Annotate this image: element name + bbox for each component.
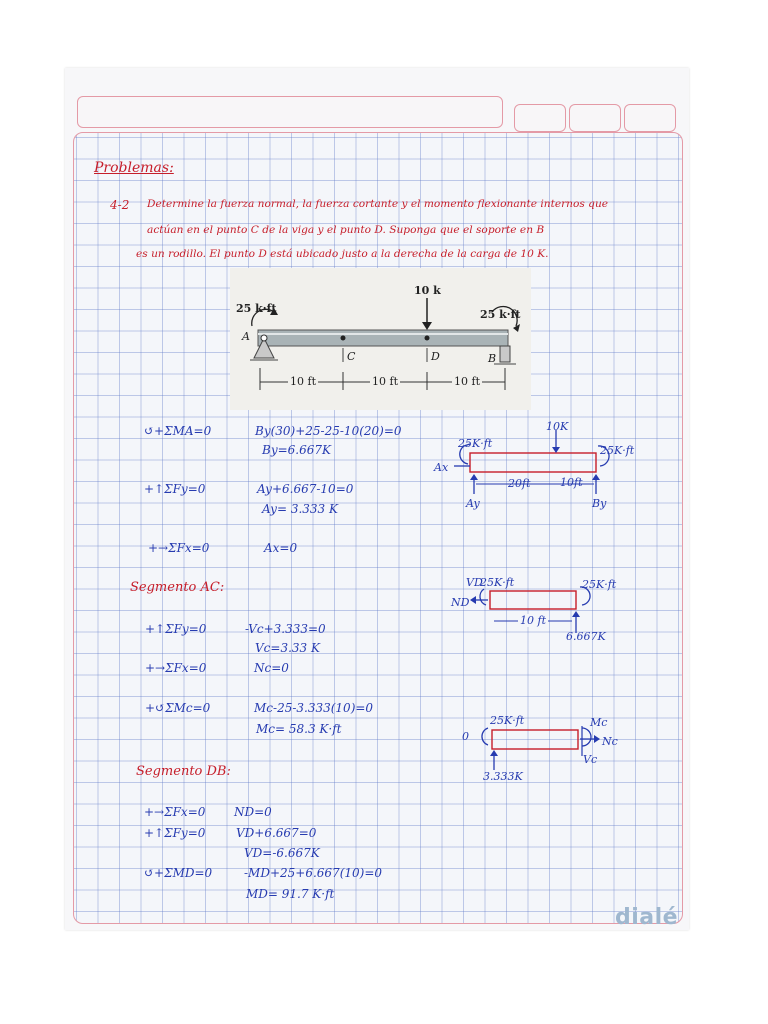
fbd2-zero: 0: [462, 730, 469, 743]
seg-db-eq1-line1: ND=0: [234, 805, 272, 819]
seg-db-eq2-line2: VD=-6.667K: [244, 846, 320, 860]
segment-db-title: Segmento DB:: [136, 764, 231, 779]
segment-ac-title: Segmento AC:: [130, 580, 225, 595]
seg-db-eq2-label: +↑ΣFy=0: [144, 826, 206, 840]
fbd1-m-left: 25K·ft: [480, 576, 515, 589]
seg-ac-eq1-line2: Vc=3.33 K: [255, 641, 320, 655]
eq-moment-a-line2: By=6.667K: [262, 443, 331, 457]
problem-number: 4-2: [110, 198, 130, 212]
fig-span-3: 10 ft: [454, 375, 480, 388]
fig-point-b: B: [488, 352, 497, 365]
seg-db-eq1-label: +→ΣFx=0: [144, 805, 206, 819]
page-heading: Problemas:: [94, 160, 174, 176]
fig-load-label: 10 k: [414, 284, 441, 297]
fbd-main-d2: 10ft: [560, 476, 583, 489]
statement-line-3: es un rodillo. El punto D está ubicado justo a la derecha de la carga de 10 K.: [136, 248, 549, 260]
eq-moment-a-line1: By(30)+25-25-10(20)=0: [255, 424, 402, 438]
seg-db-eq2-line1: VD+6.667=0: [236, 826, 317, 840]
header-title-box: [77, 96, 503, 128]
seg-ac-eq1-line1: -Vc+3.333=0: [245, 622, 326, 636]
fbd-main-m-right: 25K·ft: [600, 444, 635, 457]
eq-fx-line1: Ax=0: [264, 541, 298, 555]
fig-point-d: D: [431, 350, 440, 363]
eq-moment-a-label: ↺+ΣMA=0: [144, 424, 212, 438]
beam-figure: [230, 268, 531, 410]
fig-moment-left: 25 k·ft: [236, 302, 277, 315]
header-box-1: [514, 104, 566, 132]
fbd1-dist: 10 ft: [520, 614, 546, 627]
fbd1-m-right: 25K·ft: [582, 578, 617, 591]
fbd-main-load: 10K: [546, 420, 569, 433]
fbd1-vd: VD: [466, 576, 483, 589]
fbd-main-by: By: [592, 497, 607, 510]
eq-fy-line1: Ay+6.667-10=0: [257, 482, 354, 496]
header-box-2: [569, 104, 621, 132]
fbd2-mc: Mc: [590, 716, 608, 729]
seg-db-eq3-label: ↺+ΣMD=0: [144, 866, 213, 880]
fbd1-force: 6.667K: [566, 630, 606, 643]
fbd2-nc: Nc: [602, 735, 618, 748]
fbd-main-ax: Ax: [434, 461, 449, 474]
eq-fy-line2: Ay= 3.333 K: [262, 502, 338, 516]
eq-fx-label: +→ΣFx=0: [148, 541, 210, 555]
eq-fy-label: +↑ΣFy=0: [144, 482, 206, 496]
fig-span-2: 10 ft: [372, 375, 398, 388]
fbd-main-ay: Ay: [466, 497, 480, 510]
header-box-3: [624, 104, 676, 132]
fbd1-nd: ND: [451, 596, 470, 609]
fig-point-c: C: [347, 350, 356, 363]
fbd2-m-left: 25K·ft: [490, 714, 525, 727]
fbd2-vc: Vc: [583, 753, 598, 766]
seg-ac-eq3-line2: Mc= 58.3 K·ft: [256, 722, 342, 736]
fbd-main-m-left: 25K·ft: [458, 437, 493, 450]
fig-span-1: 10 ft: [290, 375, 316, 388]
seg-ac-eq1-label: +↑ΣFy=0: [145, 622, 207, 636]
statement-line-1: Determine la fuerza normal, la fuerza cortante y el momento flexionante internos que: [147, 198, 609, 210]
watermark-logo: dialé: [615, 905, 679, 930]
seg-ac-eq3-label: +↺ΣMc=0: [145, 701, 211, 715]
fig-point-a: A: [242, 330, 250, 343]
fbd2-force: 3.333K: [483, 770, 523, 783]
seg-db-eq3-line1: -MD+25+6.667(10)=0: [244, 866, 383, 880]
statement-line-2: actúan en el punto C de la viga y el punto D. Suponga que el soporte en B: [147, 224, 545, 236]
seg-ac-eq2-line1: Nc=0: [254, 661, 289, 675]
seg-db-eq3-line2: MD= 91.7 K·ft: [246, 887, 335, 901]
fig-moment-right: 25 k·ft: [480, 308, 521, 321]
seg-ac-eq2-label: +→ΣFx=0: [145, 661, 207, 675]
beam-diagram: [230, 268, 531, 410]
fbd-main: [430, 416, 640, 516]
fbd-main-d1: 20ft: [508, 477, 531, 490]
seg-ac-eq3-line1: Mc-25-3.333(10)=0: [254, 701, 374, 715]
